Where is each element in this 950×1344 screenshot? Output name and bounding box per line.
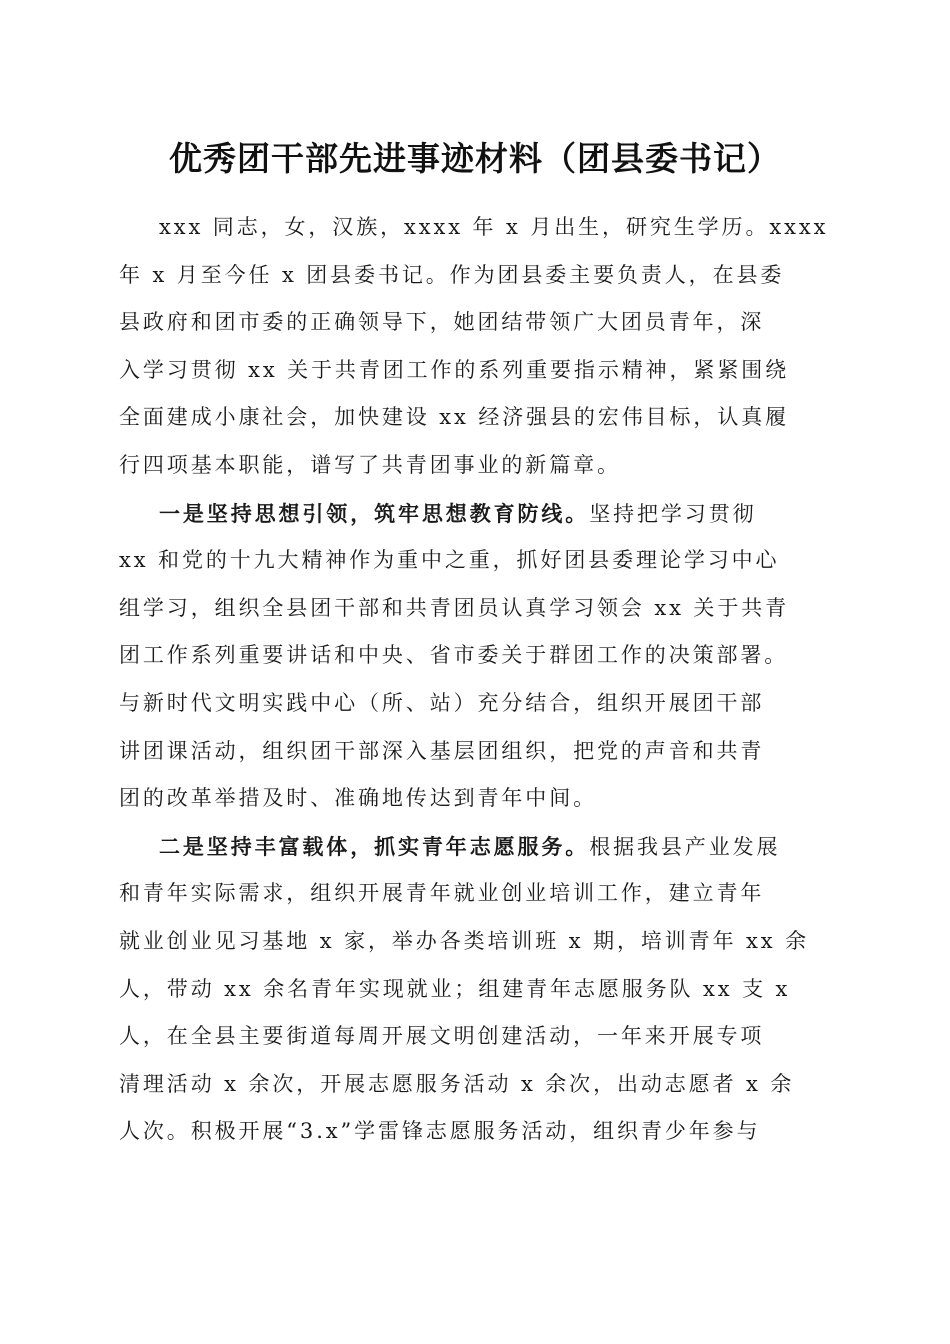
text-line: 讲团课活动，组织团干部深入基层团组织，把党的声音和共青 [119,738,765,763]
text-line: 人，在全县主要街道每周开展文明创建活动，一年来开展专项 [119,1024,765,1049]
text-line: 团的改革举措及时、准确地传达到青年中间。 [119,786,597,811]
text-line: 行四项基本职能，谱写了共青团事业的新篇章。 [119,452,621,477]
document-title: 优秀团干部先进事迹材料（团县委书记） [169,139,781,178]
text-line: 入学习贯彻 xx 关于共青团工作的系列重要指示精神，紧紧围绕 [119,357,790,382]
text-line: 就业创业见习基地 x 家，举办各类培训班 x 期，培训青年 xx 余 [119,928,810,953]
text-line: xxx 同志，女，汉族，xxxx 年 x 月出生，研究生学历。xxxx [159,215,829,239]
text-line [119,490,831,538]
paragraph-ideological-guidance [119,490,831,823]
text-line: 与新时代文明实践中心（所、站）充分结合，组织开展团干部 [119,690,765,715]
text-line: 和青年实际需求，组织开展青年就业创业培训工作，建立青年 [119,881,765,906]
text-line: 组学习，组织全县团干部和共青团员认真学习领会 xx 关于共青 [119,595,790,620]
text-line: 县政府和团市委的正确领导下，她团结带领广大团员青年，深 [119,310,765,335]
text-line: 人次。积极开展“3.x”学雷锋志愿服务活动，组织青少年参与 [119,1119,761,1144]
text-line: 人，带动 xx 余名青年实现就业；组建青年志愿服务队 xx 支 x [119,976,791,1001]
text-line: 清理活动 x 余次，开展志愿服务活动 x 余次，出动志愿者 x 余 [119,1071,795,1096]
text-line: xx 和党的十九大精神作为重中之重，抓好团县委理论学习中心 [119,548,780,573]
text-fragment: 坚持把学习贯彻 [589,501,757,526]
text-fragment: 根据我县产业发展 [589,834,781,859]
text-line: 年 x 月至今任 x 团县委书记。作为团县委主要负责人，在县委 [119,262,785,287]
paragraph-volunteer-service [119,823,831,1156]
section-heading: 一是坚持思想引领，筑牢思想教育防线。 [159,500,590,526]
text-line: 团工作系列重要讲话和中央、省市委关于群团工作的决策部署。 [119,643,789,668]
section-heading: 二是坚持丰富载体，抓实青年志愿服务。 [159,833,590,859]
document-body [119,204,831,1156]
paragraph-intro [119,204,831,490]
text-line [119,823,831,871]
text-line: 全面建成小康社会，加快建设 xx 经济强县的宏伟目标，认真履 [119,405,790,430]
